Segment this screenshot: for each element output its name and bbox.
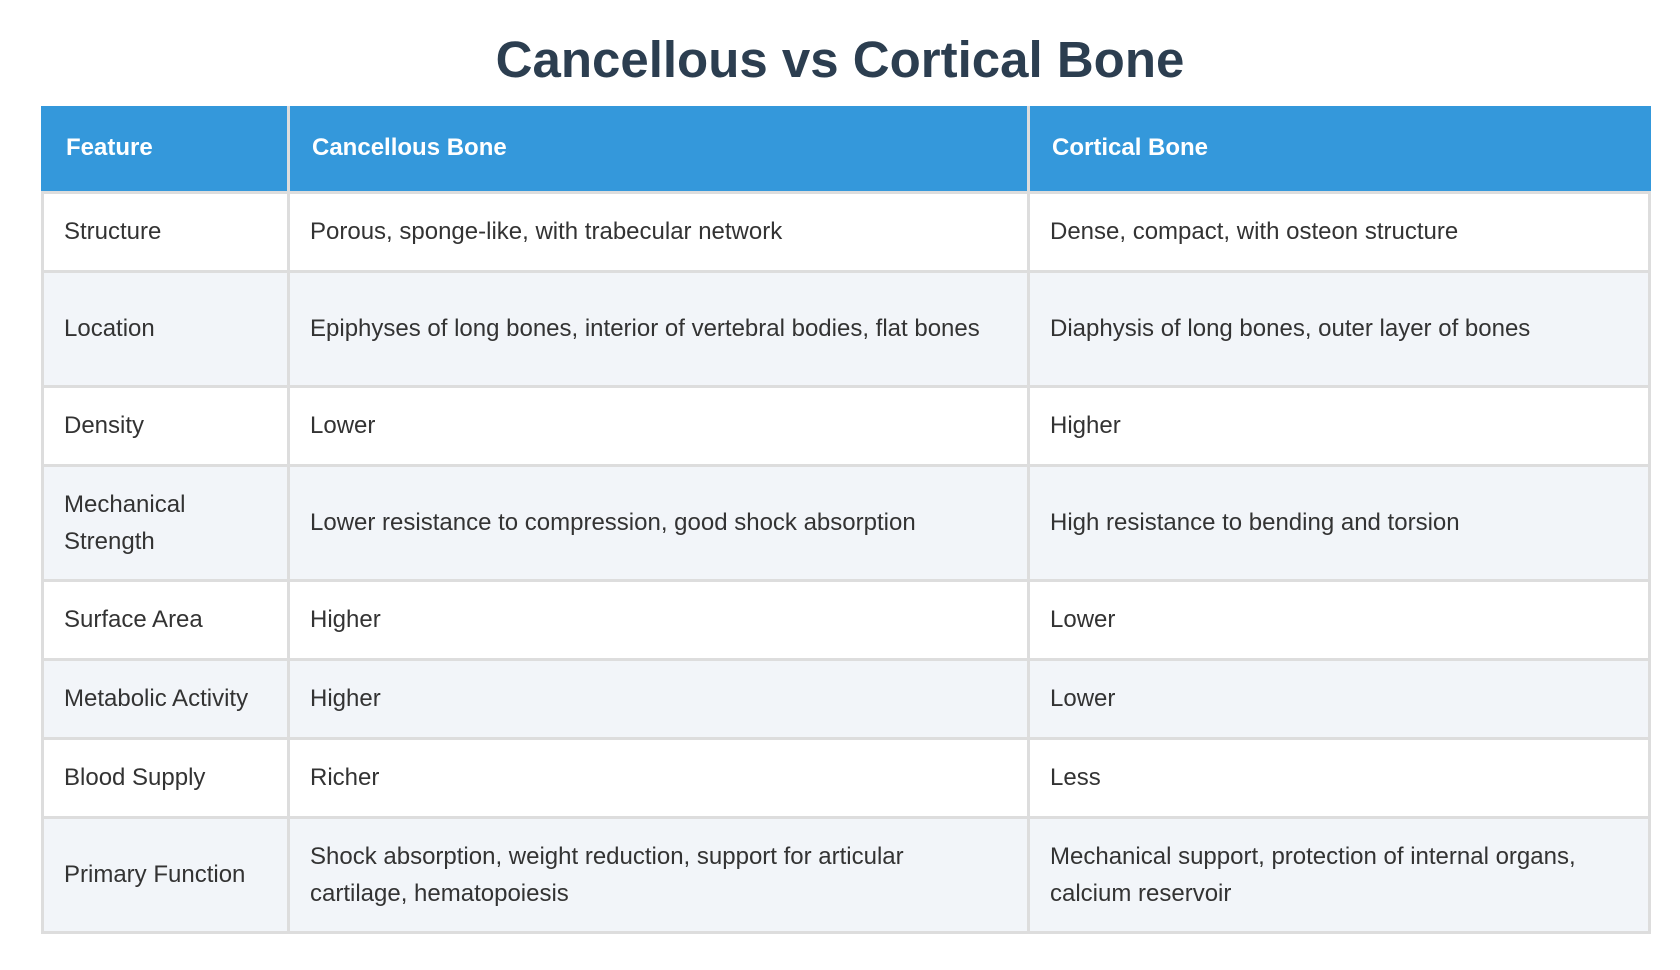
feature-cell: Location [43, 271, 289, 386]
table-row [43, 465, 1650, 580]
column-header-cancellous: Cancellous Bone [289, 106, 1029, 192]
cortical-cell: Lower [1029, 580, 1650, 659]
table-row [43, 659, 1650, 738]
cancellous-cell: Higher [289, 580, 1029, 659]
cortical-cell: Mechanical support, protection of internal organs, calcium reservoir [1029, 817, 1650, 932]
table-row [43, 817, 1650, 932]
feature-cell: Surface Area [43, 580, 289, 659]
cortical-cell: Dense, compact, with osteon structure [1029, 192, 1650, 271]
feature-cell: Primary Function [43, 817, 289, 932]
cancellous-cell: Porous, sponge-like, with trabecular network [289, 192, 1029, 271]
cortical-cell: Lower [1029, 659, 1650, 738]
cancellous-cell: Lower resistance to compression, good shock absorption [289, 465, 1029, 580]
feature-cell: Metabolic Activity [43, 659, 289, 738]
cortical-cell: Higher [1029, 386, 1650, 465]
cancellous-cell: Lower [289, 386, 1029, 465]
table-header-row [43, 106, 1650, 192]
cancellous-cell: Epiphyses of long bones, interior of vertebral bodies, flat bones [289, 271, 1029, 386]
cortical-cell: Less [1029, 738, 1650, 817]
feature-cell: Density [43, 386, 289, 465]
table-row [43, 386, 1650, 465]
cancellous-cell: Higher [289, 659, 1029, 738]
feature-cell: Mechanical Strength [43, 465, 289, 580]
table-row [43, 580, 1650, 659]
cancellous-cell: Shock absorption, weight reduction, support for articular cartilage, hematopoiesis [289, 817, 1029, 932]
page-title: Cancellous vs Cortical Bone [495, 31, 1185, 88]
feature-cell: Structure [43, 192, 289, 271]
comparison-table [41, 106, 1651, 934]
cortical-cell: High resistance to bending and torsion [1029, 465, 1650, 580]
feature-cell: Blood Supply [43, 738, 289, 817]
cancellous-cell: Richer [289, 738, 1029, 817]
cortical-cell: Diaphysis of long bones, outer layer of bones [1029, 271, 1650, 386]
column-header-feature: Feature [43, 106, 289, 192]
table-row [43, 738, 1650, 817]
table-row [43, 271, 1650, 386]
column-header-cortical: Cortical Bone [1029, 106, 1650, 192]
table-row [43, 192, 1650, 271]
